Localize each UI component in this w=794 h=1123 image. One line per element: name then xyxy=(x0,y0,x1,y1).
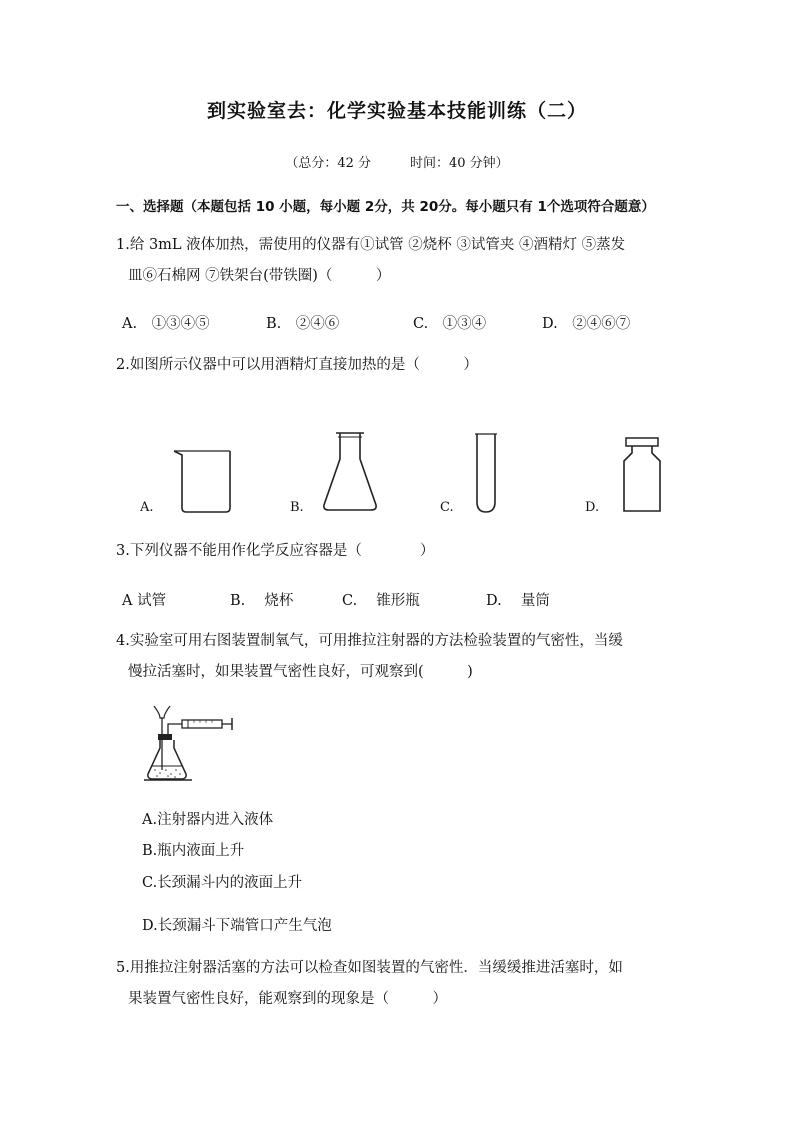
question-5-line-1: 5.用推拉注射器活塞的方法可以检查如图装置的气密性．当缓缓推进活塞时，如 xyxy=(116,960,623,976)
question-4-line-1: 4.实验室可用右图装置制氧气，可用推拉注射器的方法检验装置的气密性，当缓 xyxy=(116,633,623,649)
section-heading: 一、选择题（本题包括 10 小题，每小题 2分，共 20分。每小题只有 1个选项符合题意） xyxy=(116,199,655,215)
question-3-option-b: B. 烧杯 xyxy=(230,593,294,609)
question-5-line-2: 果装置气密性良好，能观察到的现象是（ ） xyxy=(128,991,447,1007)
question-3-option-a: A 试管 xyxy=(122,593,167,609)
gas-apparatus-icon xyxy=(144,704,236,782)
question-3-option-d: D. 量筒 xyxy=(486,593,550,609)
question-1-option-b: B. ②④⑥ xyxy=(266,316,340,332)
question-3-option-c: C. 锥形瓶 xyxy=(342,593,420,609)
question-1-option-a: A. ①③④⑤ xyxy=(122,316,210,332)
option-d-label: D. xyxy=(585,500,600,515)
question-3-text: 3.下列仪器不能用作化学反应容器是（ ） xyxy=(116,543,435,559)
conical-flask-icon xyxy=(320,429,380,513)
question-1-option-c: C. ①③④ xyxy=(413,316,487,332)
beaker-icon xyxy=(170,446,234,514)
exam-info: （总分：42 分 时间：40 分钟） xyxy=(285,156,509,171)
question-2-text: 2.如图所示仪器中可以用酒精灯直接加热的是（ ） xyxy=(116,357,478,373)
question-4-option-a: A.注射器内进入液体 xyxy=(142,812,274,828)
question-4-option-c: C.长颈漏斗内的液面上升 xyxy=(142,875,303,891)
question-1-line-2: 皿⑥石棉网 ⑦铁架台(带铁圈)（ ） xyxy=(128,268,391,284)
question-4-option-b: B.瓶内液面上升 xyxy=(142,843,245,859)
option-c-label: C. xyxy=(440,500,454,515)
question-4-option-d: D.长颈漏斗下端管口产生气泡 xyxy=(142,918,332,934)
reagent-bottle-icon xyxy=(620,435,664,513)
page-title: 到实验室去：化学实验基本技能训练（二） xyxy=(206,100,587,122)
test-tube-icon xyxy=(474,432,498,514)
question-4-line-2: 慢拉活塞时，如果装置气密性良好，可观察到( ) xyxy=(128,664,473,680)
question-1-line-1: 1.给 3mL 液体加热，需使用的仪器有①试管 ②烧杯 ③试管夹 ④酒精灯 ⑤蒸发 xyxy=(116,237,626,253)
question-1-option-d: D. ②④⑥⑦ xyxy=(542,316,631,332)
option-a-label: A. xyxy=(140,500,154,515)
option-b-label: B. xyxy=(290,500,304,515)
